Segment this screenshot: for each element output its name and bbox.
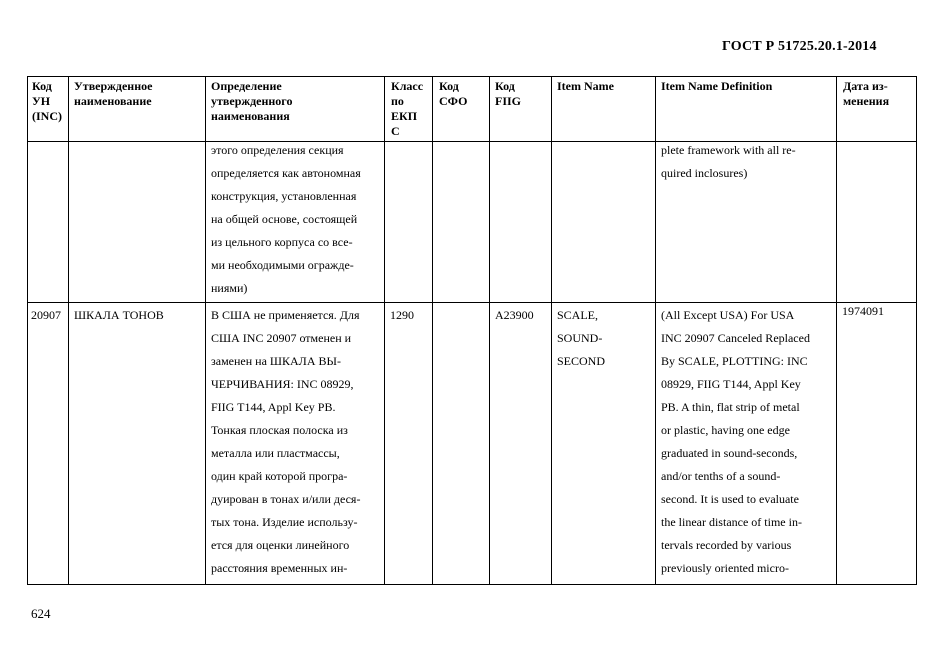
definition-cell: [211, 304, 360, 580]
item-definition-cell: [661, 304, 810, 580]
class-cell: 1290: [390, 308, 414, 322]
column-rule: [68, 76, 69, 585]
header-line: Код: [32, 79, 52, 93]
cell-line: tervals recorded by various: [661, 538, 792, 552]
header-line: по: [391, 94, 404, 108]
column-rule: [432, 76, 433, 585]
cell-line: конструкция, установленная: [211, 189, 357, 203]
header-line: (INC): [32, 109, 62, 123]
header-line: СФО: [439, 94, 468, 108]
header-line: наименования: [211, 109, 290, 123]
cell-line: SOUND-: [557, 331, 603, 345]
header-inc: [32, 79, 62, 124]
header-line: FIIG: [495, 94, 522, 108]
header-line: Утвержденное: [74, 79, 153, 93]
header-line: наименование: [74, 94, 152, 108]
cell-line: этого определения секция: [211, 143, 344, 157]
cell-line: FIIG T144, Appl Key PB.: [211, 400, 336, 414]
column-rule: [489, 76, 490, 585]
header-approved-name: [74, 79, 152, 109]
header-line: Код: [439, 79, 459, 93]
header-item-name-definition: [661, 79, 772, 94]
fiig-cell: A23900: [495, 308, 534, 322]
header-line: С: [391, 124, 400, 138]
page-number: 624: [31, 606, 51, 621]
column-rule: [27, 76, 28, 585]
document-header: ГОСТ Р 51725.20.1-2014: [722, 39, 877, 54]
header-class: [391, 79, 423, 139]
approved-name-cell: ШКАЛА ТОНОВ: [74, 308, 164, 322]
cell-line: By SCALE, PLOTTING: INC: [661, 354, 808, 368]
cell-line: тых тона. Изделие использу-: [211, 515, 358, 529]
table-border-top: [27, 76, 917, 77]
header-line: Дата из-: [843, 79, 888, 93]
header-line: утвержденного: [211, 94, 293, 108]
header-line: Item Name: [557, 79, 614, 93]
cell-line: the linear distance of time in-: [661, 515, 802, 529]
header-sfo: [439, 79, 467, 109]
column-rule: [384, 76, 385, 585]
cell-line: ми необходимыми огражде-: [211, 258, 354, 272]
cell-line: and/or tenths of a sound-: [661, 469, 781, 483]
table-border-bottom: [27, 584, 917, 585]
cell-line: дуирован в тонах и/или деся-: [211, 492, 361, 506]
cell-line: SECOND: [557, 354, 606, 368]
cell-line: один край которой програ-: [211, 469, 348, 483]
header-line: ЕКП: [391, 109, 418, 123]
header-line: Item Name Definition: [661, 79, 773, 93]
item-name-cell: [557, 304, 605, 373]
column-rule: [836, 76, 837, 585]
cell-line: plete framework with all re-: [661, 143, 796, 157]
column-rule: [655, 76, 656, 585]
header-item-name: [557, 79, 614, 94]
cell-line: В США не применяется. Для: [211, 308, 360, 322]
cell-line: 08929, FIIG T144, Appl Key: [661, 377, 801, 391]
cell-line: металла или пластмассы,: [211, 446, 340, 460]
cell-line: ниями): [211, 281, 248, 295]
header-line: Код: [495, 79, 515, 93]
definition-cell: [211, 139, 361, 300]
header-line: менения: [843, 94, 890, 108]
cell-line: США INC 20907 отменен и: [211, 331, 352, 345]
header-definition: [211, 79, 292, 124]
header-line: Определение: [211, 79, 282, 93]
cell-line: на общей основе, состоящей: [211, 212, 358, 226]
header-change-date: [843, 79, 889, 109]
cell-line: or plastic, having one edge: [661, 423, 790, 437]
inc-cell: 20907: [31, 308, 61, 322]
cell-line: quired inclosures): [661, 166, 748, 180]
cell-line: SCALE,: [557, 308, 599, 322]
column-rule: [916, 76, 917, 585]
cell-line: расстояния временных ин-: [211, 561, 348, 575]
change-date-cell: 1974091: [842, 304, 884, 318]
column-rule: [551, 76, 552, 585]
header-fiig: [495, 79, 521, 109]
header-line: Класс: [391, 79, 424, 93]
cell-line: ется для оценки линейного: [211, 538, 350, 552]
data-table: [27, 76, 917, 585]
cell-line: из цельного корпуса со все-: [211, 235, 353, 249]
cell-line: previously oriented micro-: [661, 561, 789, 575]
cell-line: graduated in sound-seconds,: [661, 446, 798, 460]
header-line: УН: [32, 94, 51, 108]
cell-line: ЧЕРЧИВАНИЯ: INC 08929,: [211, 377, 354, 391]
row-separator: [27, 302, 917, 303]
cell-line: INC 20907 Canceled Replaced: [661, 331, 810, 345]
cell-line: (All Except USA) For USA: [661, 308, 795, 322]
cell-line: Тонкая плоская полоска из: [211, 423, 348, 437]
cell-line: заменен на ШКАЛА ВЫ-: [211, 354, 341, 368]
cell-line: определяется как автономная: [211, 166, 361, 180]
cell-line: second. It is used to evaluate: [661, 492, 799, 506]
item-definition-cell: [661, 139, 796, 185]
column-rule: [205, 76, 206, 585]
cell-line: PB. A thin, flat strip of metal: [661, 400, 800, 414]
